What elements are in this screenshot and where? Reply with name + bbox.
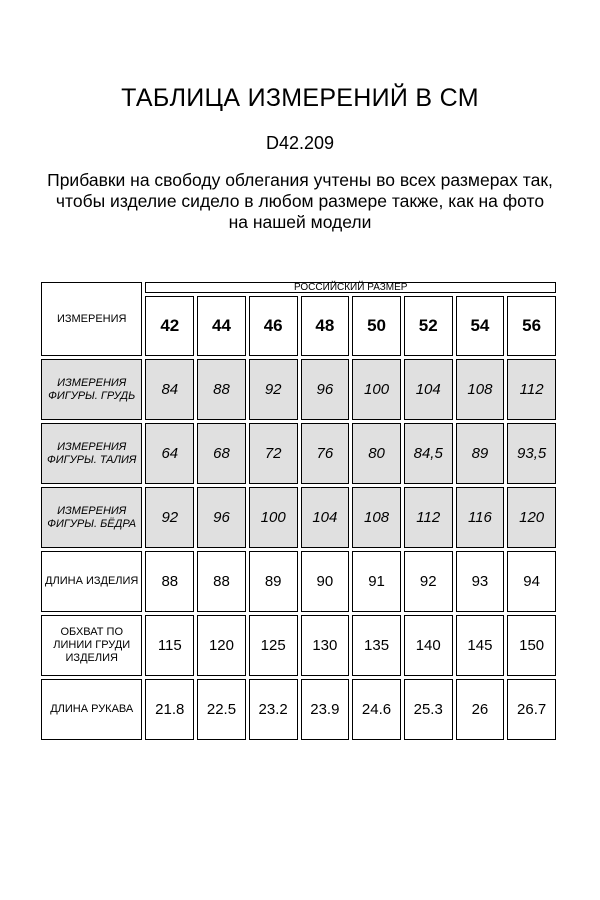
- value-cell: 108: [352, 487, 401, 548]
- row-label-line: ФИГУРЫ. ГРУДЬ: [48, 389, 136, 402]
- value-cell: 92: [145, 487, 194, 548]
- value-cell: 21.8: [145, 679, 194, 740]
- size-header-cell: 42: [145, 296, 194, 356]
- value-cell: 92: [404, 551, 453, 612]
- value-cell: 89: [249, 551, 298, 612]
- size-header-cell: 48: [301, 296, 350, 356]
- value-cell: 23.2: [249, 679, 298, 740]
- table-row: [41, 615, 556, 676]
- value-cell: 115: [145, 615, 194, 676]
- value-cell: 91: [352, 551, 401, 612]
- value-cell: 76: [301, 423, 350, 484]
- value-cell: 25.3: [404, 679, 453, 740]
- value-cell: 96: [197, 487, 246, 548]
- size-header-cell: 44: [197, 296, 246, 356]
- value-cell: 104: [404, 359, 453, 420]
- size-header-cell: 50: [352, 296, 401, 356]
- row-label: [41, 679, 142, 740]
- value-cell: 22.5: [197, 679, 246, 740]
- row-label-line: ИЗМЕРЕНИЯ: [57, 376, 127, 389]
- fit-description-line: Прибавки на свободу облегания учтены во всех размерах так,: [47, 170, 553, 190]
- table-row: [41, 359, 556, 420]
- value-cell: 64: [145, 423, 194, 484]
- value-cell: 88: [145, 551, 194, 612]
- value-cell: 140: [404, 615, 453, 676]
- size-table: [38, 279, 559, 743]
- value-cell: 26: [456, 679, 505, 740]
- size-caption-row: [41, 282, 556, 293]
- row-label-line: ДЛИНА ИЗДЕЛИЯ: [45, 575, 139, 587]
- value-cell: 112: [507, 359, 556, 420]
- size-header-cell: 52: [404, 296, 453, 356]
- value-cell: 125: [249, 615, 298, 676]
- corner-label: ИЗМЕРЕНИЯ: [41, 282, 142, 356]
- value-cell: 130: [301, 615, 350, 676]
- table-row: [41, 423, 556, 484]
- value-cell: 92: [249, 359, 298, 420]
- value-cell: 120: [507, 487, 556, 548]
- row-label-line: ИЗМЕРЕНИЯ: [57, 504, 127, 517]
- value-cell: 120: [197, 615, 246, 676]
- size-header-cell: 46: [249, 296, 298, 356]
- value-cell: 93,5: [507, 423, 556, 484]
- row-label-line: ФИГУРЫ. ТАЛИЯ: [47, 453, 137, 466]
- value-cell: 84,5: [404, 423, 453, 484]
- page-title: ТАБЛИЦА ИЗМЕРЕНИЙ В СМ: [121, 84, 479, 112]
- value-cell: 24.6: [352, 679, 401, 740]
- row-label-line: ДЛИНА РУКАВА: [50, 703, 134, 715]
- size-header-cell: 54: [456, 296, 505, 356]
- value-cell: 23.9: [301, 679, 350, 740]
- row-label-line: ФИГУРЫ. БЁДРА: [47, 517, 137, 530]
- table-row: [41, 551, 556, 612]
- value-cell: 116: [456, 487, 505, 548]
- value-cell: 88: [197, 359, 246, 420]
- row-label-line: ЛИНИИ ГРУДИ: [53, 639, 131, 651]
- row-label: [41, 423, 142, 484]
- value-cell: 90: [301, 551, 350, 612]
- table-row: [41, 487, 556, 548]
- size-header-cell: 56: [507, 296, 556, 356]
- value-cell: 88: [197, 551, 246, 612]
- value-cell: 93: [456, 551, 505, 612]
- value-cell: 112: [404, 487, 453, 548]
- row-label: [41, 551, 142, 612]
- value-cell: 96: [301, 359, 350, 420]
- row-label-line: ИЗДЕЛИЯ: [65, 652, 118, 664]
- row-label: [41, 615, 142, 676]
- value-cell: 84: [145, 359, 194, 420]
- value-cell: 80: [352, 423, 401, 484]
- value-cell: 72: [249, 423, 298, 484]
- fit-description: [30, 170, 570, 233]
- row-label: [41, 487, 142, 548]
- row-label-line: ИЗМЕРЕНИЯ: [57, 440, 127, 453]
- model-code: D42.209: [265, 133, 335, 153]
- value-cell: 104: [301, 487, 350, 548]
- size-group-label: РОССИЙСКИЙ РАЗМЕР: [145, 282, 556, 293]
- fit-description-line: на нашей модели: [228, 212, 372, 232]
- value-cell: 145: [456, 615, 505, 676]
- value-cell: 150: [507, 615, 556, 676]
- value-cell: 108: [456, 359, 505, 420]
- value-cell: 89: [456, 423, 505, 484]
- value-cell: 26.7: [507, 679, 556, 740]
- fit-description-line: чтобы изделие сидело в любом размере также, как на фото: [55, 191, 545, 211]
- value-cell: 94: [507, 551, 556, 612]
- value-cell: 68: [197, 423, 246, 484]
- table-row: [41, 679, 556, 740]
- value-cell: 100: [352, 359, 401, 420]
- row-label: [41, 359, 142, 420]
- value-cell: 135: [352, 615, 401, 676]
- value-cell: 100: [249, 487, 298, 548]
- row-label-line: ОБХВАТ ПО: [60, 626, 123, 638]
